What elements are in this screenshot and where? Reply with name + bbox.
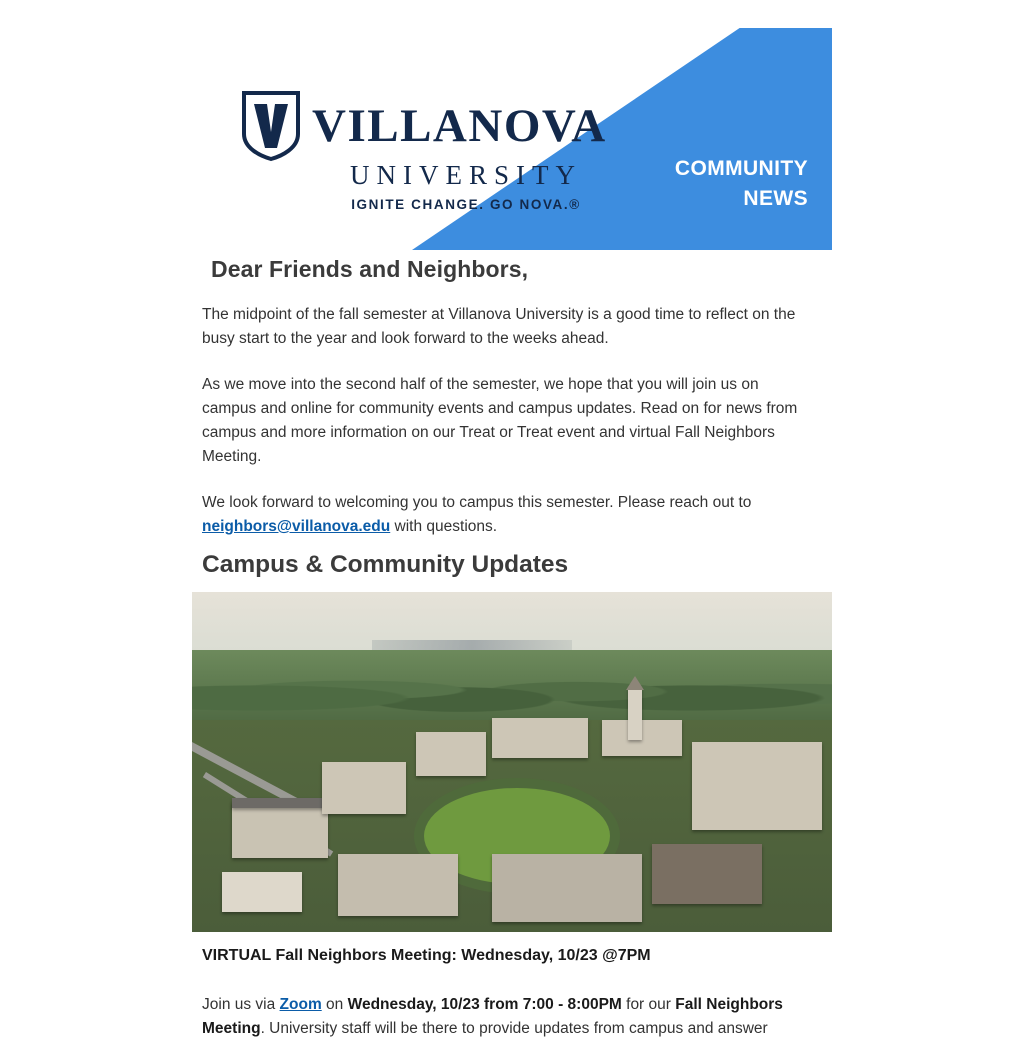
photo-building-6 (692, 742, 822, 830)
campus-aerial-photo (192, 592, 832, 932)
logo-tagline: IGNITE CHANGE. GO NOVA.® (351, 197, 581, 212)
villanova-logo (240, 90, 620, 212)
photo-church-steeple (628, 688, 642, 740)
zoom-link[interactable]: Zoom (279, 996, 322, 1013)
meeting-name: Fall Neighbors Meeting (202, 996, 783, 1037)
photo-building-1 (232, 802, 328, 858)
photo-building-10 (222, 872, 302, 912)
paragraph-1: The midpoint of the fall semester at Villanova University is a good time to reflect on the busy start to the year and look forward to the weeks ahead. (202, 306, 796, 347)
photo-building-9 (338, 854, 458, 916)
logo-wordmark: VILLANOVA (312, 100, 607, 152)
photo-building-3 (416, 732, 486, 776)
villanova-shield-icon (240, 90, 302, 162)
paragraph-closing (202, 491, 816, 539)
closing-text-after: with questions. (390, 518, 498, 535)
greeting-heading: Dear Friends and Neighbors, (211, 256, 529, 282)
paragraph-2: As we move into the second half of the semester, we hope that you will join us on campus and online for community events and campus updates. Read on for news from campus and more information on our Treat or Treat event and virtual Fall Neighbors Meeting. (202, 376, 798, 465)
photo-building-7 (492, 854, 642, 922)
intro-body (202, 303, 816, 561)
photo-building-1-roof (232, 798, 328, 808)
neighbors-email-link[interactable]: neighbors@villanova.edu (202, 518, 391, 535)
meeting-text-4: . University staff will be there to provide updates from campus and answer (260, 1020, 768, 1037)
banner-wedge-line1: COMMUNITY (674, 157, 808, 180)
photo-building-5 (602, 720, 682, 756)
meeting-datetime: Wednesday, 10/23 from 7:00 - 8:00PM (347, 996, 622, 1013)
meeting-details-paragraph (202, 993, 816, 1041)
photo-building-8 (652, 844, 762, 904)
photo-building-2 (322, 762, 406, 814)
meeting-headline: VIRTUAL Fall Neighbors Meeting: Wednesday, 10/23 @7PM (202, 947, 651, 964)
banner-wedge-line2: NEWS (743, 187, 808, 210)
meeting-text-2: on (321, 996, 348, 1013)
header-banner (192, 28, 832, 250)
logo-subtitle: UNIVERSITY (350, 160, 582, 190)
section-heading-campus-updates: Campus & Community Updates (202, 551, 569, 578)
meeting-text-1: Join us via (202, 996, 280, 1013)
photo-building-4 (492, 718, 588, 758)
closing-text-before: We look forward to welcoming you to campus this semester. Please reach out to (202, 494, 752, 511)
meeting-text-3: for our (621, 996, 676, 1013)
